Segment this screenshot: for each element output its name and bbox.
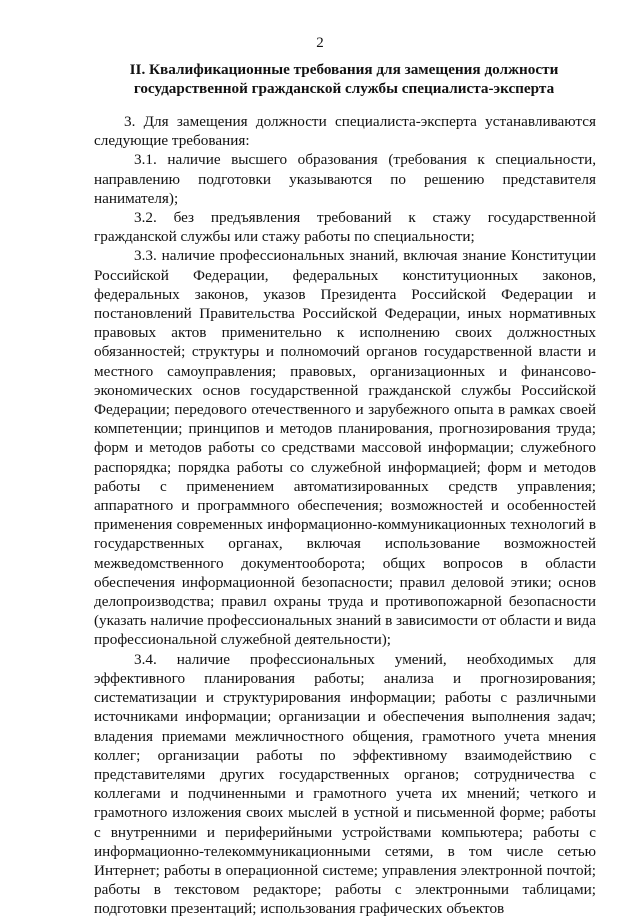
- paragraph-3-2: 3.2. без предъявления требований к стажу государственной гражданской службы или стажу работы по специальности;: [94, 209, 596, 246]
- document-body: [94, 112, 596, 919]
- heading-line-1: II. Квалификационные требования для замещения должности: [129, 61, 559, 78]
- section-heading: [94, 60, 594, 98]
- paragraph-3-1: 3.1. наличие высшего образования (требования к специальности, направлению подготовки указываются по решению представителя нанимателя);: [94, 151, 596, 207]
- paragraph-3-3: 3.3. наличие профессиональных знаний, включая знание Конституции Российской Федерации, федеральных конституционных законов, федеральных законов, указов Президента Российской Федерации и постановлений Правительства Российской Федерации, иных нормативных правовых актов применительно к исполнению своих должностных обязанностей; структуры и полномочий органов государственной власти и местного самоуправления; правовых, организационных и финансово-экономических основ государственной гражданской службы Российской Федерации; передового отечественного и зарубежного опыта в рамках своей компетенции; принципов и методов планирования, прогнозирования труда; форм и методов работы со средствами массовой информации; служебного распорядка; порядка работы со служебной информацией; форм и методов работы с применением автоматизированных средств управления; аппаратного и программного обеспечения; возможностей и особенностей применения современных информационно-коммуникационных технологий в государственных органах, включая использование возможностей межведомственного документооборота; общих вопросов в области обеспечения информационной безопасности; правил деловой этики; основ делопроизводства; правил охраны труда и противопожарной безопасности (указать наличие профессиональных знаний в зависимости от области и вида профессиональной служебной деятельности);: [94, 247, 596, 649]
- paragraph-3: 3. Для замещения должности специалиста-эксперта устанавливаются следующие требования:: [94, 113, 596, 150]
- page-number: 2: [316, 35, 324, 51]
- heading-line-2: государственной гражданской службы специалиста-эксперта: [133, 80, 555, 97]
- paragraph-3-4: 3.4. наличие профессиональных умений, необходимых для эффективного планирования работы; анализа и прогнозирования; систематизации и структурирования информации; работы с различными источниками информации; организации и обеспечения выполнения задач; владения приемами межличностного общения, грамотного учета мнения коллег; организации работы по эффективному взаимодействию с представителями других государственных органов; сотрудничества с коллегами и подчиненными и грамотного учета их мнений; четкого и грамотного изложения своих мыслей в устной и письменной форме; работы с внутренними и периферийными устройствами компьютера; работы с информационно-телекоммуникационными сетями, в том числе сетью Интернет; работы в операционной системе; управления электронной почтой; работы в текстовом редакторе; работы с электронными таблицами; подготовки презентаций; использования графических объектов: [94, 650, 596, 918]
